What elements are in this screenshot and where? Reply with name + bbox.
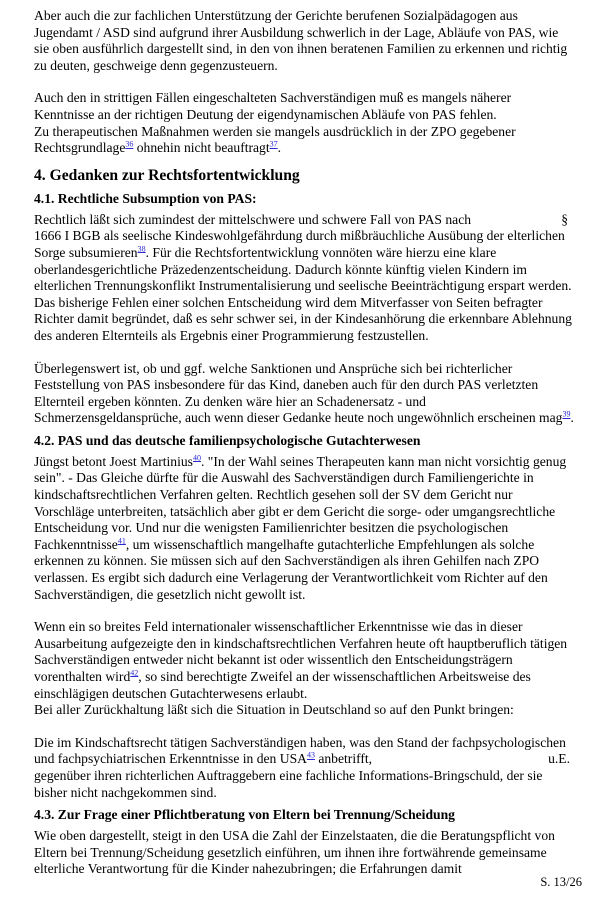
paragraph-text: .: [277, 140, 282, 156]
page-number: S. 13/26: [540, 875, 582, 889]
paragraph-sanktionen: [34, 361, 574, 427]
paragraph-text: . Für die Rechtsfortentwicklung vonnöten wäre hierzu eine klare oberlandesgerichtliche Präzedenzentscheidung. Dadurch könnte künftig vielen Kindern im elterlichen Trennungskonflikt Instrumentalisierung und seelische Beeinträchtigung erspart werden. Das bisherige Fehlen einer solchen Entscheidung wird dem Mitverfasser von Seiten befragter Richter damit begründet, daß es sehr schwer sei, in der Kindesanhörung die erkennbare Ablehnung des anderen Elternteils als Ergebnis einer Programmierung festzustellen.: [34, 244, 572, 343]
paragraph-sozialpaedagogen: Aber auch die zur fachlichen Unterstützung der Gerichte berufenen Sozialpädagogen aus Jugendamt / ASD sind aufgrund ihrer Ausbildung schwerlich in der Lage, Abläufe von PAS, wie sie oben ausführlich dargestellt sind, in den von ihnen beratenen Familien zu erkennen und richtig zu deuten, geschweige denn gegenzusteuern.: [34, 8, 568, 73]
footnote-link-37[interactable]: 37: [269, 139, 278, 149]
footnote-link-42[interactable]: 42: [130, 668, 139, 678]
paragraph-sachverstaendige: [34, 90, 574, 156]
paragraph-text: , um wissenschaftlich mangelhafte gutachterliche Empfehlungen als solche erkennen zu können. Sie müssen sich auf den Sachverständigen als ihren Gehilfen nach ZPO verlassen. Es ergibt sich dadurch eine Verlagerung der Verantwortlichkeit vom Richter auf den Sachverständigen, die gesetzlich nicht gewollt ist.: [34, 536, 548, 602]
footnote-link-36[interactable]: 36: [125, 139, 134, 149]
paragraph-erkenntnisse: [34, 619, 574, 719]
footnote-link-41[interactable]: 41: [117, 536, 126, 546]
footnote-link-39[interactable]: 39: [562, 409, 571, 419]
paragraph-text: Auch den in strittigen Fällen eingeschalteten Sachverständigen muß es mangels näherer Kenntnisse an der richtigen Deutung der eigendynamischen Abläufe von PAS fehlen.: [34, 90, 512, 122]
paragraph-bringschuld: [34, 735, 574, 801]
subsection-heading-4-2: 4.2. PAS und das deutsche familienpsychologische Gutachterwesen: [34, 432, 421, 448]
paragraph-text: Rechtlich läßt sich zumindest der mittelschwere und schwere Fall von PAS nach: [34, 211, 472, 227]
paragraph-sign: §: [561, 211, 568, 227]
paragraph-text: u.E.: [548, 751, 570, 767]
paragraph-text: . "In der Wahl seines Therapeuten kann man nicht vorsichtig genug sein". - Das Gleiche dürfte für die Auswahl des Sachverständigen durch Familiengerichte in kindschaftsrechtlichen Verfahren gelten. Rechtlich gesehen soll der SV dem Gericht nur Vorschläge unterbreiten, tatsächlich aber gibt er dem Gericht die sorge- oder umgangsrechtliche Entscheidung vor. Und nur die wenigsten Familienrichter besitzen die psychologischen Fachkenntnisse: [34, 453, 567, 552]
paragraph-text: Zu therapeutischen Maßnahmen werden sie mangels ausdrücklich in der ZPO gegebener Rechtsgrundlage: [34, 123, 516, 156]
footnote-link-43[interactable]: 43: [306, 750, 315, 760]
paragraph-text: Überlegenswert ist, ob und ggf. welche Sanktionen und Ansprüche sich bei richterlicher Feststellung von PAS insbesondere für das Kind, daneben auch für den durch PAS verletzten Elternteil ergeben könnten. Zu denken wäre hier an Schadenersatz - und Schmerzensgeldansprüche, auch wenn dieser Gedanke heute noch ungewöhnlich erscheinen mag: [34, 360, 563, 426]
subsection-heading-4-1: 4.1. Rechtliche Subsumption von PAS:: [34, 190, 257, 206]
paragraph-text: anbetrifft,: [314, 751, 373, 767]
paragraph-subsumption: [34, 212, 574, 345]
paragraph-text: Jüngst betont Joest Martinius: [34, 453, 193, 469]
paragraph-pflichtberatung: Wie oben dargestellt, steigt in den USA die Zahl der Einzelstaaten, die die Beratungspflicht von Eltern bei Trennung/Scheidung gesetzlich einführen, um ihnen ihre fortwährende gemeinsame elterliche Verantwortung für die Kinder nahezubringen; die Erfahrungen damit: [34, 828, 555, 877]
paragraph-text: Bei aller Zurückhaltung läßt sich die Situation in Deutschland so auf den Punkt bringen:: [34, 702, 514, 718]
subsection-heading-4-3: 4.3. Zur Frage einer Pflichtberatung von Eltern bei Trennung/Scheidung: [34, 807, 455, 823]
paragraph-text: 1666 I BGB als seelische Kindeswohlgefährdung durch mißbräuchliche Ausübung der elterlichen Sorge subsumieren: [34, 228, 565, 260]
section-heading-4: 4. Gedanken zur Rechtsfortentwicklung: [34, 166, 300, 184]
paragraph-text: , so sind berechtigte Zweifel an der wissenschaftlichen Arbeitsweise des einschlägigen deutschen Gutachterwesens erlaubt.: [34, 669, 531, 701]
paragraph-text: Die im Kindschaftsrecht tätigen Sachverständigen haben, was den Stand der fachpsychologischen und fachpsychiatrischen Erkenntnisse in den USA: [34, 734, 566, 767]
paragraph-text: gegenüber ihren richterlichen Auftraggebern eine fachliche Informations-Bringschuld, der sie bisher nicht nachgekommen sind.: [34, 767, 543, 800]
footnote-link-38[interactable]: 38: [137, 244, 146, 254]
paragraph-martinius: [34, 454, 574, 603]
paragraph-text: Wenn ein so breites Feld internationaler wissenschaftlicher Erkenntnisse wie das in dieser Ausarbeitung aufgezeigte den in kindschaftsrechtlichen Verfahren heute oft hauptberuflich tätigen Sachverständigen entweder nicht bekannt ist oder wissentlich den Entscheidungsträgern vorenthalten wird: [34, 619, 568, 684]
paragraph-text: ohnehin nicht beauftragt: [133, 140, 270, 156]
footnote-link-40[interactable]: 40: [192, 453, 201, 463]
paragraph-text: .: [570, 410, 574, 426]
document-page: [34, 8, 574, 878]
